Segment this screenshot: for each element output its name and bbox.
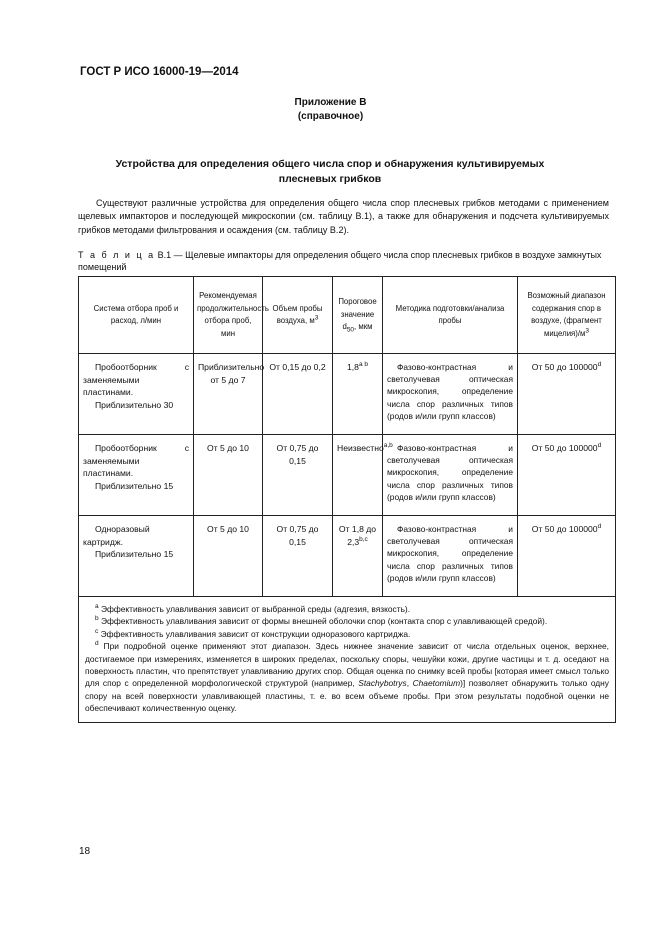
table-notes-row [79, 597, 616, 723]
cell-system-flow: Приблизительно 30 [95, 399, 174, 410]
footnote-c [85, 628, 609, 640]
cell-threshold [333, 516, 383, 597]
cell-range-value: От 50 до 100000 [531, 362, 598, 372]
cell-range-sup: d [597, 361, 602, 369]
cell-system-name: Пробоотборник с заменяемыми пластинами. [83, 443, 189, 478]
footnote-d [85, 640, 609, 714]
page-number: 18 [79, 846, 91, 857]
col-header-volume-text: Объем пробы воздуха, м [272, 303, 323, 325]
col-header-method: Методика подготовки/анализа пробы [383, 277, 518, 354]
cell-method: Фазово-контрастная и светолучевая оптическая микроскопия, определение числа спор различных типов (родов и/или групп классов) [383, 354, 518, 435]
cell-system [79, 516, 194, 597]
cell-volume: От 0,75 до 0,15 [263, 516, 333, 597]
cell-threshold-value: Неизвестно [337, 443, 384, 453]
cell-system-flow: Приблизительно 15 [95, 480, 174, 491]
cell-range-value: От 50 до 100000 [531, 524, 598, 534]
cell-threshold-value: 1,8 [347, 362, 359, 372]
col-header-system: Система отбора проб и расход, л/мин [79, 277, 194, 354]
footnote-mark: b [95, 615, 99, 623]
cell-volume: От 0,75 до 0,15 [263, 435, 333, 516]
genus-name: Stachybotrys [358, 678, 407, 689]
footnote-text: Эффективность улавливания зависит от выбранной среды (адгезия, вязкость). [100, 604, 411, 614]
table-row [79, 435, 616, 516]
cell-range-sup: d [597, 442, 602, 450]
cell-threshold [333, 354, 383, 435]
table-caption [78, 250, 614, 273]
table-caption-text: В.1 — Щелевые импакторы для определения общего числа спор плесневых грибков в воздухе замкнутых помещений [78, 250, 602, 272]
impactor-table [78, 276, 616, 723]
cell-threshold-sup: a b [358, 361, 368, 369]
cell-threshold-value: От 1,8 до 2,3 [338, 524, 377, 547]
cell-threshold-sup: b,c [359, 535, 368, 543]
cell-range [518, 435, 616, 516]
footnote-text: Эффективность улавливания зависит от формы внешней оболочки спор (контакта спор с улавливающей средой). [100, 616, 548, 627]
annex-heading [0, 96, 661, 124]
cell-system [79, 354, 194, 435]
cell-range-sup: d [597, 523, 602, 531]
cell-system [79, 435, 194, 516]
cell-volume: От 0,15 до 0,2 [263, 354, 333, 435]
cell-duration: Приблизительно от 5 до 7 [194, 354, 263, 435]
intro-paragraph: Существуют различные устройства для определения общего числа спор плесневых грибков методами с применением щелевых импакторов и последующей микроскопии (см. таблицу В.1), а также для обнаружения и подсчета культивируемых грибков методами фильтрования и осаждения (см. таблицу В.2). [78, 198, 609, 235]
cell-duration: От 5 до 10 [194, 516, 263, 597]
col-header-volume [263, 277, 333, 354]
genus-separator: , [406, 678, 413, 689]
annex-subtitle: (справочное) [297, 111, 364, 122]
col-header-duration: Рекомендуемая продолжительность отбора проб, мин [194, 277, 263, 354]
col-header-threshold-sub: 50 [346, 326, 355, 334]
footnote-a [85, 603, 609, 615]
col-header-volume-sup: 3 [314, 314, 319, 322]
cell-threshold-sup: a,b [383, 442, 393, 450]
footnote-text: Эффективность улавливания зависит от конструкции одноразового картриджа. [100, 628, 411, 639]
cell-system-name: Пробоотборник с заменяемыми пластинами. [83, 362, 189, 397]
cell-range [518, 354, 616, 435]
table-notes [79, 597, 616, 723]
cell-method: Фазово-контрастная и светолучевая оптическая микроскопия, определение числа спор различных типов (родов и/или групп классов) [383, 516, 518, 597]
footnote-text: При подробной оценке применяют этот диапазон. Здесь нижнее значение зависит от числа отдельных оценок, верхнее, достигаемое при измерениях, изменяется в широких пределах, поскольку споры, чешуйки кожи, другие частицы и т. д. оседают на поверхность пластин, что препятствует улавливанию других спор. Общая оценка по снимку всей пробы [которая имеет смысл только для спор с определенной морфологической структурой (например, [85, 641, 609, 689]
footnote-mark: d [95, 640, 99, 648]
footnote-b [85, 615, 609, 627]
table-caption-prefix: Т а б л и ц а [78, 250, 156, 260]
col-header-range-text: Возможный диапазон содержания спор в воздухе, (фрагмент мицелия)/м [527, 291, 606, 338]
cell-range-value: От 50 до 100000 [531, 443, 598, 453]
document-id: ГОСТ Р ИСО 16000-19—2014 [80, 66, 239, 78]
cell-system-flow: Приблизительно 15 [95, 549, 174, 559]
col-header-threshold-text: Пороговое значение d [338, 297, 377, 332]
annex-title: Приложение В [294, 97, 367, 108]
col-header-range-sup: 3 [585, 326, 590, 334]
cell-range [518, 516, 616, 597]
col-header-threshold [333, 277, 383, 354]
cell-system-name: Одноразовый картридж. [83, 524, 150, 547]
table-header-row [79, 277, 616, 354]
cell-duration: От 5 до 10 [194, 435, 263, 516]
cell-threshold [333, 435, 393, 516]
cell-method: Фазово-контрастная и светолучевая оптическая микроскопия, определение числа спор различных типов (родов и/или групп классов) [383, 435, 518, 516]
col-header-threshold-unit: , мкм [354, 322, 373, 332]
table-row [79, 354, 616, 435]
col-header-range [518, 277, 616, 354]
table-row [79, 516, 616, 597]
section-title: Устройства для определения общего числа спор и обнаружения культивируемых плесневых грибков [115, 158, 545, 185]
genus-name: Chaetomium [412, 678, 461, 689]
footnote-text-end: )] позволяет обнаружить только одну спору на всей поверхности улавливающей пластины, т. е. во всем объеме пробы. При этом результаты подобной оценки не обеспечивают количественную оценку. [85, 678, 609, 714]
footnote-mark: c [95, 628, 99, 636]
footnote-mark: a [95, 603, 99, 611]
